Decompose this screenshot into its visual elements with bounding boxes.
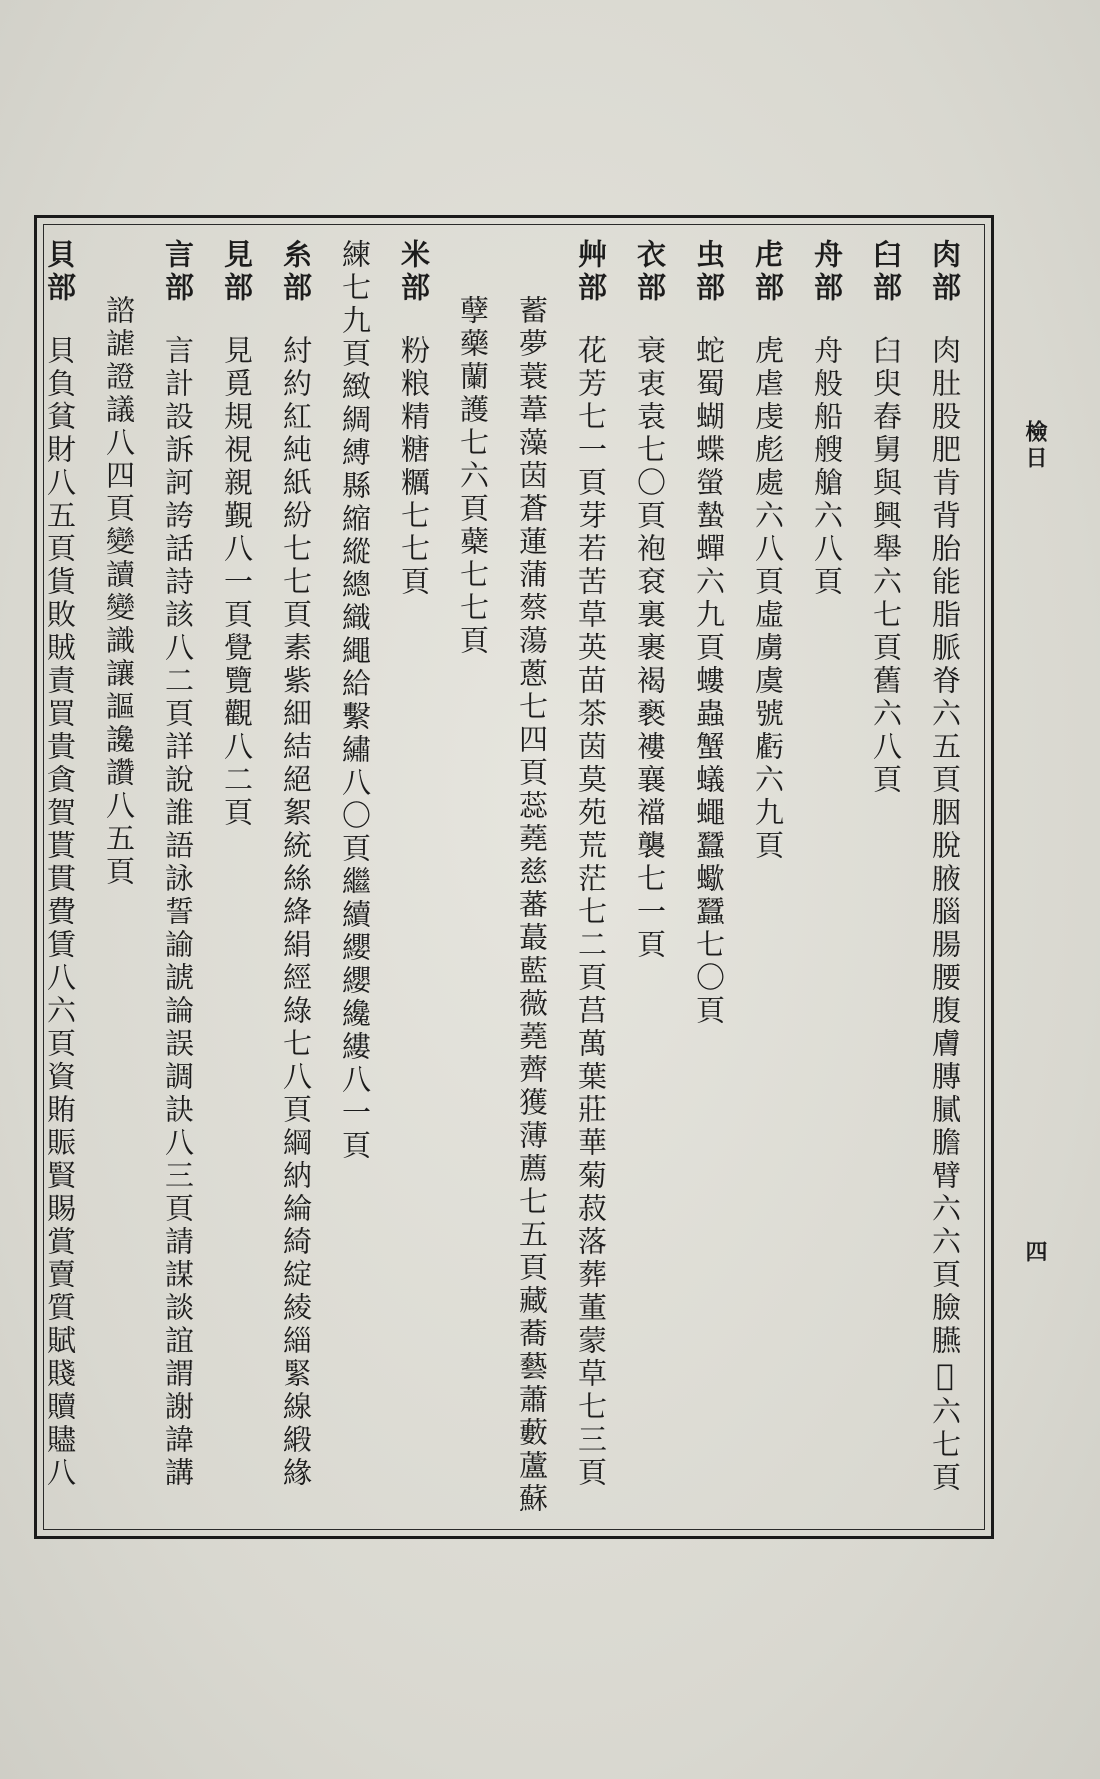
- character-list: 粉粮精糖糲七七頁: [397, 335, 431, 599]
- index-column: [384, 239, 443, 1519]
- radical-heading: 肉部: [928, 239, 962, 305]
- character-list: 言計設訴訶誇話詩該八二頁詳說誰語詠誓諭諕論誤調訣八三頁請謀談誼謂謝諱講: [161, 335, 195, 1490]
- text-frame: [34, 215, 994, 1539]
- character-list: 諮謔證議八四頁變讀變識讓謳讒讚八五頁: [102, 295, 136, 889]
- character-list: 蛇蜀蝴蝶螢蟄蟬六九頁螻蟲蟹蟻蠅蠶蠍蠶七〇頁: [692, 335, 726, 1028]
- index-column: [620, 239, 679, 1519]
- radical-heading: 糸部: [279, 239, 313, 305]
- index-column: [738, 239, 797, 1519]
- index-column: [443, 239, 502, 1519]
- character-list: 衰衷袁七〇頁袍袞裏裹褐褻褸襄襠襲七一頁: [633, 335, 667, 962]
- character-list: 練七九頁緻綢縛縣縮縱總織繩給繫繡八〇頁繼續纓纓纔縷八一頁: [338, 239, 372, 1163]
- radical-heading: 衣部: [633, 239, 667, 305]
- character-list: 紂約紅純紙紛七七頁素紫細結絕絮統絲絳絹經綠七八頁綱納綸綺綻綾緇緊線緞緣: [279, 335, 313, 1490]
- radical-heading: 艸部: [574, 239, 608, 305]
- character-list: 蓄夢蓑葦藻茵蒼蓮蒲蔡蕩蔥七四頁蕊蕘慈蕃蕞藍薇蕘薺獲薄薦七五頁藏蕎藝蕭藪蘆蘇: [515, 295, 549, 1516]
- index-column: [797, 239, 856, 1519]
- character-list: 孽藥蘭護七六頁蘗七七頁: [456, 295, 490, 658]
- index-column: [207, 239, 266, 1519]
- index-column: [148, 239, 207, 1519]
- radical-heading: 舟部: [810, 239, 844, 305]
- character-list: 舟般船艘艙六八頁: [810, 335, 844, 599]
- radical-heading: 虍部: [751, 239, 785, 305]
- index-column: [915, 239, 974, 1519]
- radical-heading: 虫部: [692, 239, 726, 305]
- character-list: 見覓規視親覲八一頁覺覽觀八二頁: [220, 335, 254, 830]
- index-column: [325, 239, 384, 1519]
- index-column: [502, 239, 561, 1519]
- radical-heading: 言部: [161, 239, 195, 305]
- index-column: [89, 239, 148, 1519]
- index-column: [679, 239, 738, 1519]
- character-list: 花芳七一頁芽若苦草英苗茶茵莫苑荒茫七二頁莒萬葉莊華菊菽落葬董蒙草七三頁: [574, 335, 608, 1490]
- index-column: [561, 239, 620, 1519]
- character-list: 臼臾舂舅與興舉六七頁舊六八頁: [869, 335, 903, 797]
- character-list: 肉肚股肥肯背胎能脂脈脊六五頁胭脫腋腦腸腰腹膚膞膩膽臂六六頁臉臙𦡊六七頁: [928, 335, 962, 1495]
- page-number: 四: [1022, 1240, 1048, 1262]
- index-column: [856, 239, 915, 1519]
- index-columns: [43, 224, 985, 1530]
- radical-heading: 臼部: [869, 239, 903, 305]
- character-list: 虎虐虔彪處六八頁虛虜虞號虧六九頁: [751, 335, 785, 863]
- character-list: 貝負貧財八五頁貨敗賊責買貴貪賀貰貫費賃八六頁資賄賑賢賜賞賣質賦賤贖贐八: [43, 335, 77, 1490]
- index-column: [266, 239, 325, 1519]
- index-column: [30, 239, 89, 1519]
- radical-heading: 米部: [397, 239, 431, 305]
- radical-heading: 見部: [220, 239, 254, 305]
- running-title: 檢日: [1022, 420, 1048, 472]
- radical-heading: 貝部: [43, 239, 77, 305]
